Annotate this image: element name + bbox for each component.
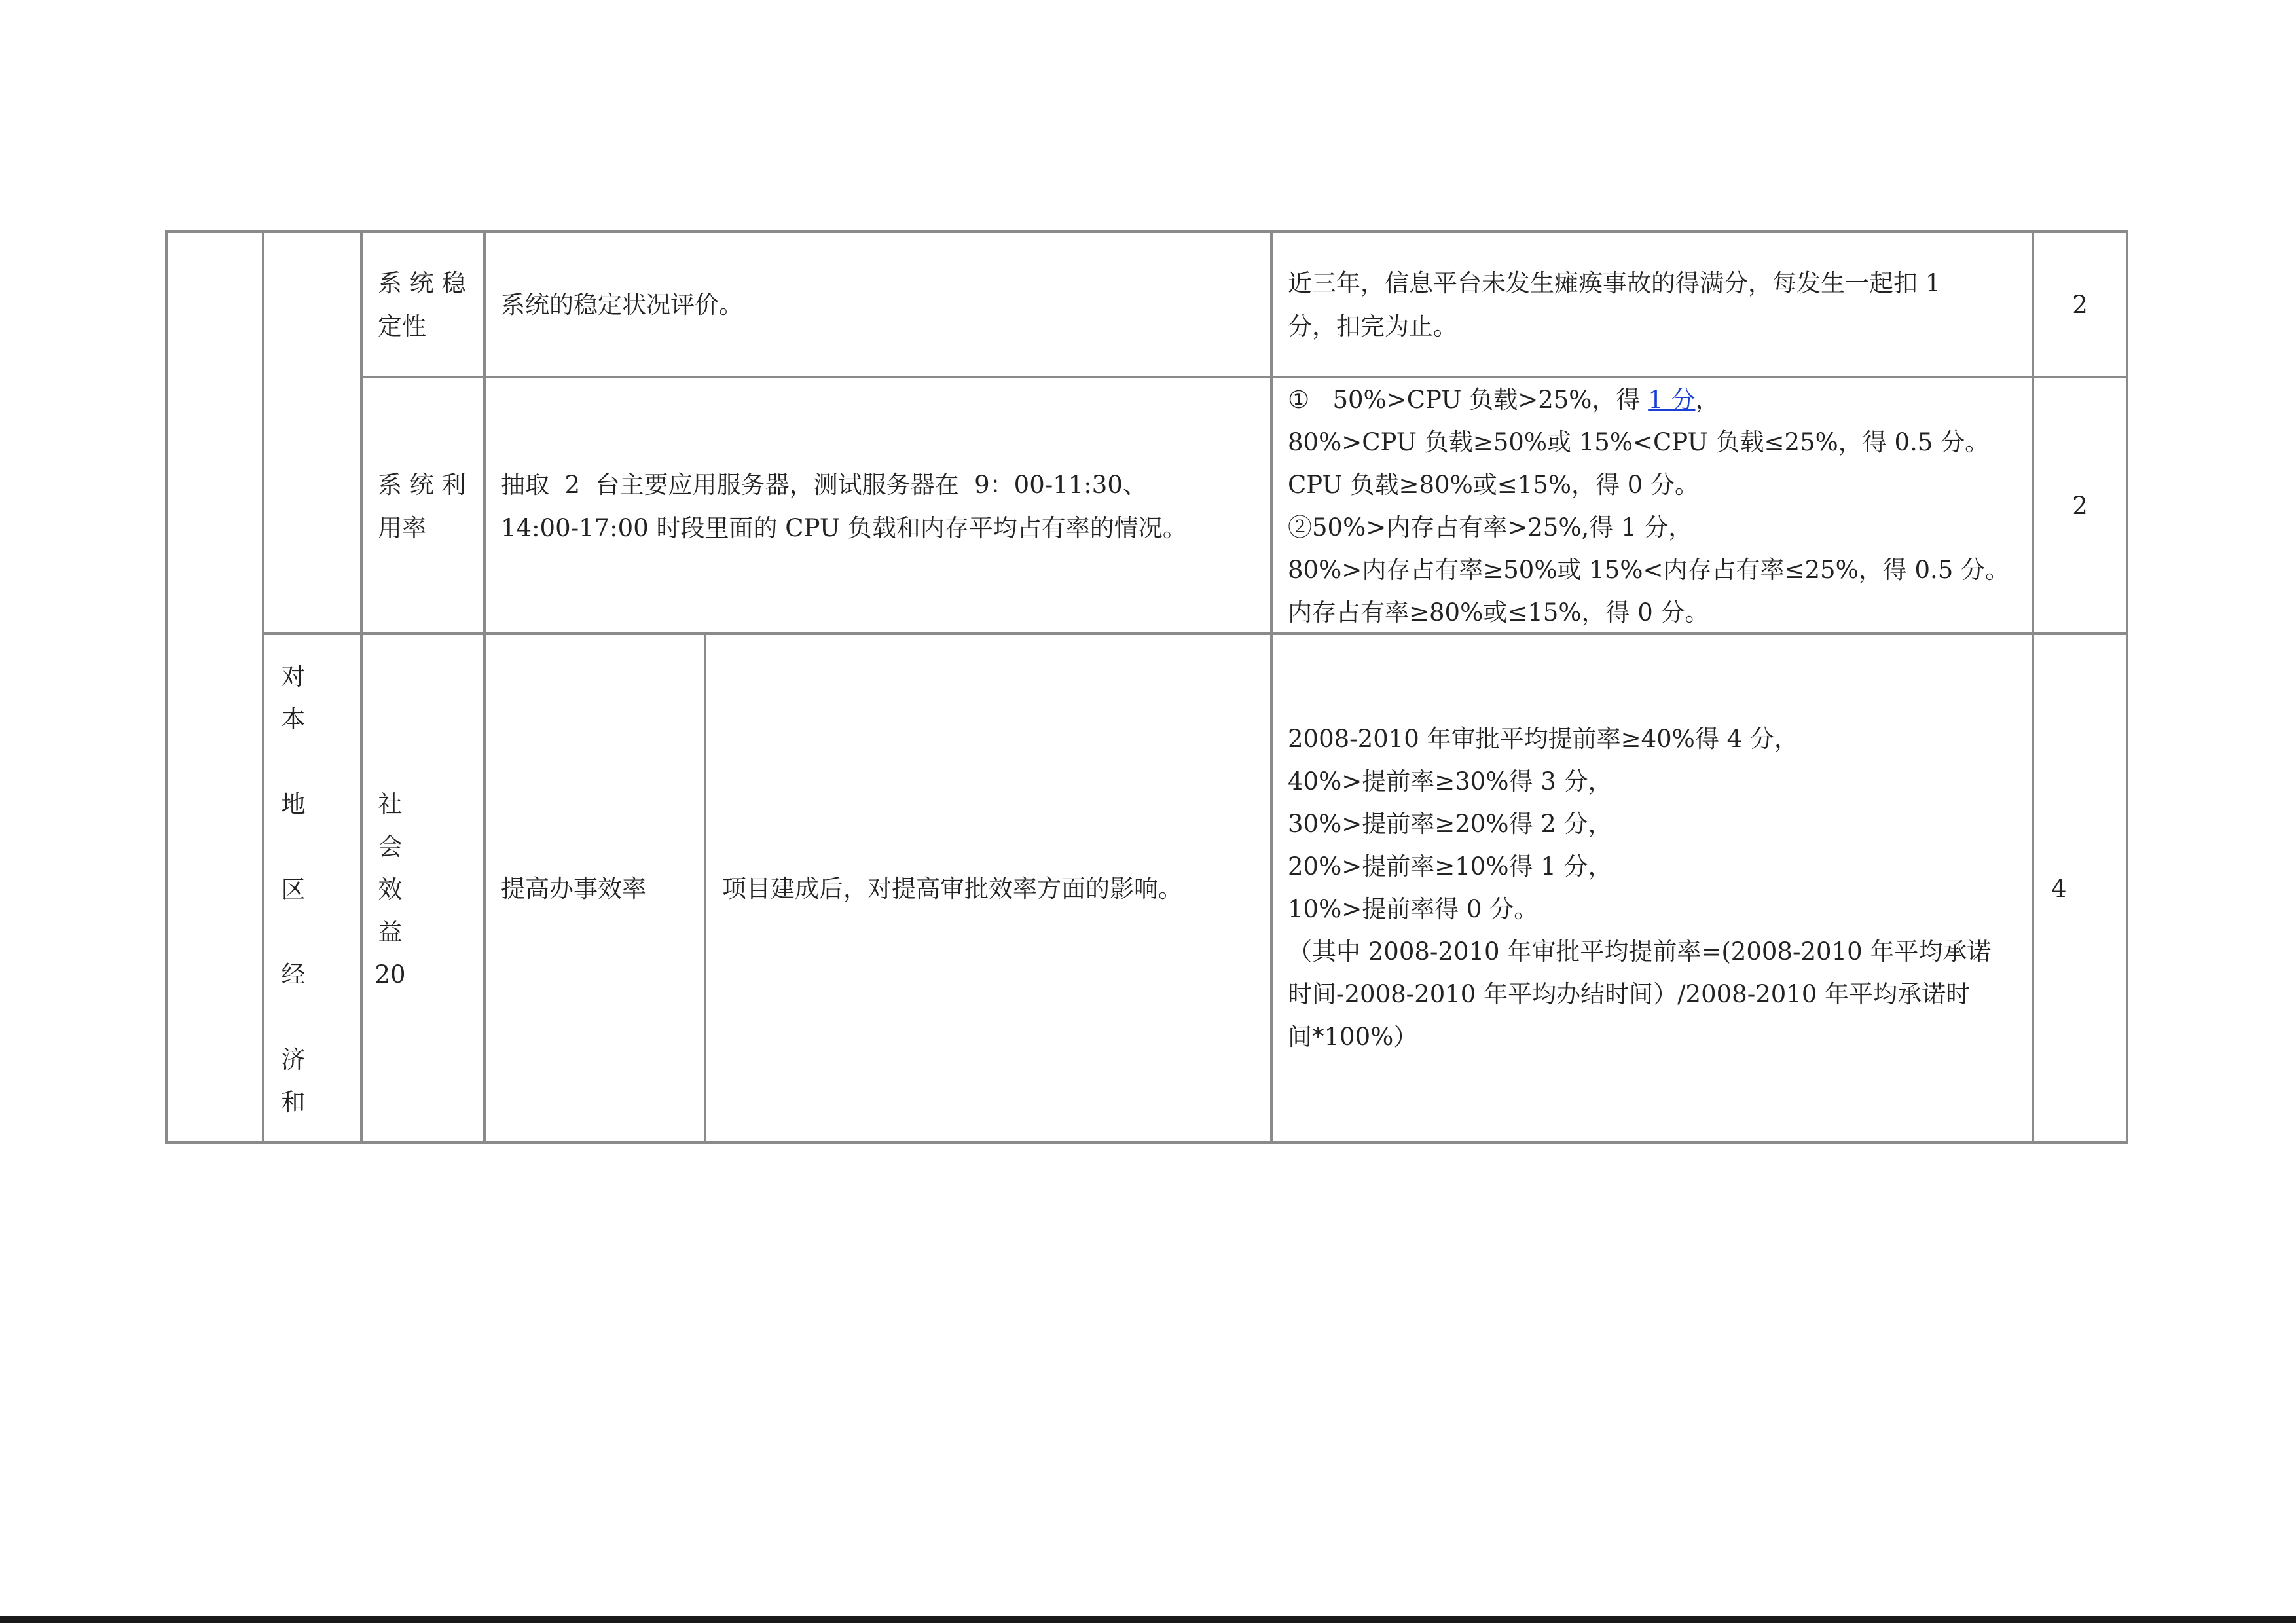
score-value: 2: [2072, 291, 2088, 319]
indicator-name: 定性: [378, 312, 426, 340]
sub-category-char: 益: [378, 918, 403, 946]
category-char: 和: [281, 1088, 306, 1116]
category-char: 对: [281, 663, 306, 691]
scoring-criteria: 内存占有率≥80%或≤15%，得 0 分。: [1288, 598, 1709, 627]
sub-category-char: 会: [378, 833, 403, 861]
scoring-criteria: 80%>内存占有率≥50%或 15%<内存占有率≤25%，得 0.5 分。: [1288, 556, 2010, 584]
category-char: 地: [281, 790, 306, 818]
score-link[interactable]: 1 分: [1648, 386, 1696, 414]
table-border-bottom: [165, 1141, 2128, 1144]
sub-category-char: 社: [378, 790, 403, 818]
indicator-content: 14:00-17:00 时段里面的 CPU 负载和内存平均占有率的情况。: [501, 514, 1187, 542]
scoring-criteria: 80%>CPU 负载≥50%或 15%<CPU 负载≤25%，得 0.5 分。: [1288, 428, 1990, 456]
scoring-criteria: [1288, 378, 1720, 422]
indicator-content: 系统的稳定状况评价。: [501, 291, 743, 319]
score-value: 2: [2072, 492, 2088, 520]
indicator-content: 抽取 2 台主要应用服务器，测试服务器在 9：00-11:30、: [501, 471, 1147, 499]
category-char: 经: [281, 960, 306, 989]
col-border-3: [483, 230, 486, 1144]
scoring-criteria: 10%>提前率得 0 分。: [1288, 895, 1539, 923]
scoring-criteria: 近三年，信息平台未发生瘫痪事故的得满分，每发生一起扣 1: [1288, 269, 1941, 297]
col-border-2: [360, 230, 363, 1144]
col-border-4: [704, 632, 706, 1144]
col-border-6: [2032, 230, 2034, 1144]
scoring-criteria: 40%>提前率≥30%得 3 分，: [1288, 767, 1613, 795]
col-border-5: [1270, 230, 1273, 1144]
scoring-criteria: 分，扣完为止。: [1288, 312, 1457, 340]
scoring-criteria: 20%>提前率≥10%得 1 分，: [1288, 852, 1613, 881]
col-border-1: [262, 230, 264, 1144]
sub-category-weight: 20: [374, 960, 406, 989]
row-divider-2: [262, 632, 2128, 635]
scoring-criteria: CPU 负载≥80%或≤15%，得 0 分。: [1288, 471, 1700, 499]
page-bottom-border: [0, 1616, 2296, 1623]
scoring-criteria: ②50%>内存占有率>25%,得 1 分，: [1288, 513, 1693, 541]
indicator-content: 项目建成后，对提高审批效率方面的影响。: [722, 875, 1182, 903]
scoring-criteria: 2008-2010 年审批平均提前率≥40%得 4 分，: [1288, 725, 1798, 753]
col-border-0: [165, 230, 168, 1144]
indicator-name: 系 统 稳: [378, 269, 466, 297]
table-border-top: [165, 230, 2128, 233]
criteria-text: ，: [1695, 386, 1720, 414]
sub-category-char: 效: [378, 875, 403, 903]
category-char: 本: [281, 705, 306, 733]
scoring-criteria: 时间-2008-2010 年平均办结时间）/2008-2010 年平均承诺时: [1288, 980, 1971, 1008]
scoring-criteria: （其中 2008-2010 年审批平均提前率=(2008-2010 年平均承诺: [1288, 938, 1992, 966]
category-char: 济: [281, 1046, 306, 1074]
scoring-criteria: 间*100%）: [1288, 1023, 1418, 1051]
criteria-text: ① 50%>CPU 负载>25%，得: [1288, 386, 1649, 414]
indicator-name: 系 统 利: [378, 471, 466, 499]
scoring-criteria: 30%>提前率≥20%得 2 分，: [1288, 810, 1613, 838]
indicator-name: 提高办事效率: [501, 875, 646, 903]
row-divider-1: [360, 376, 2128, 378]
category-char: 区: [281, 875, 306, 903]
score-value: 4: [2051, 875, 2067, 903]
indicator-name: 用率: [378, 514, 426, 542]
col-border-7: [2126, 230, 2128, 1144]
